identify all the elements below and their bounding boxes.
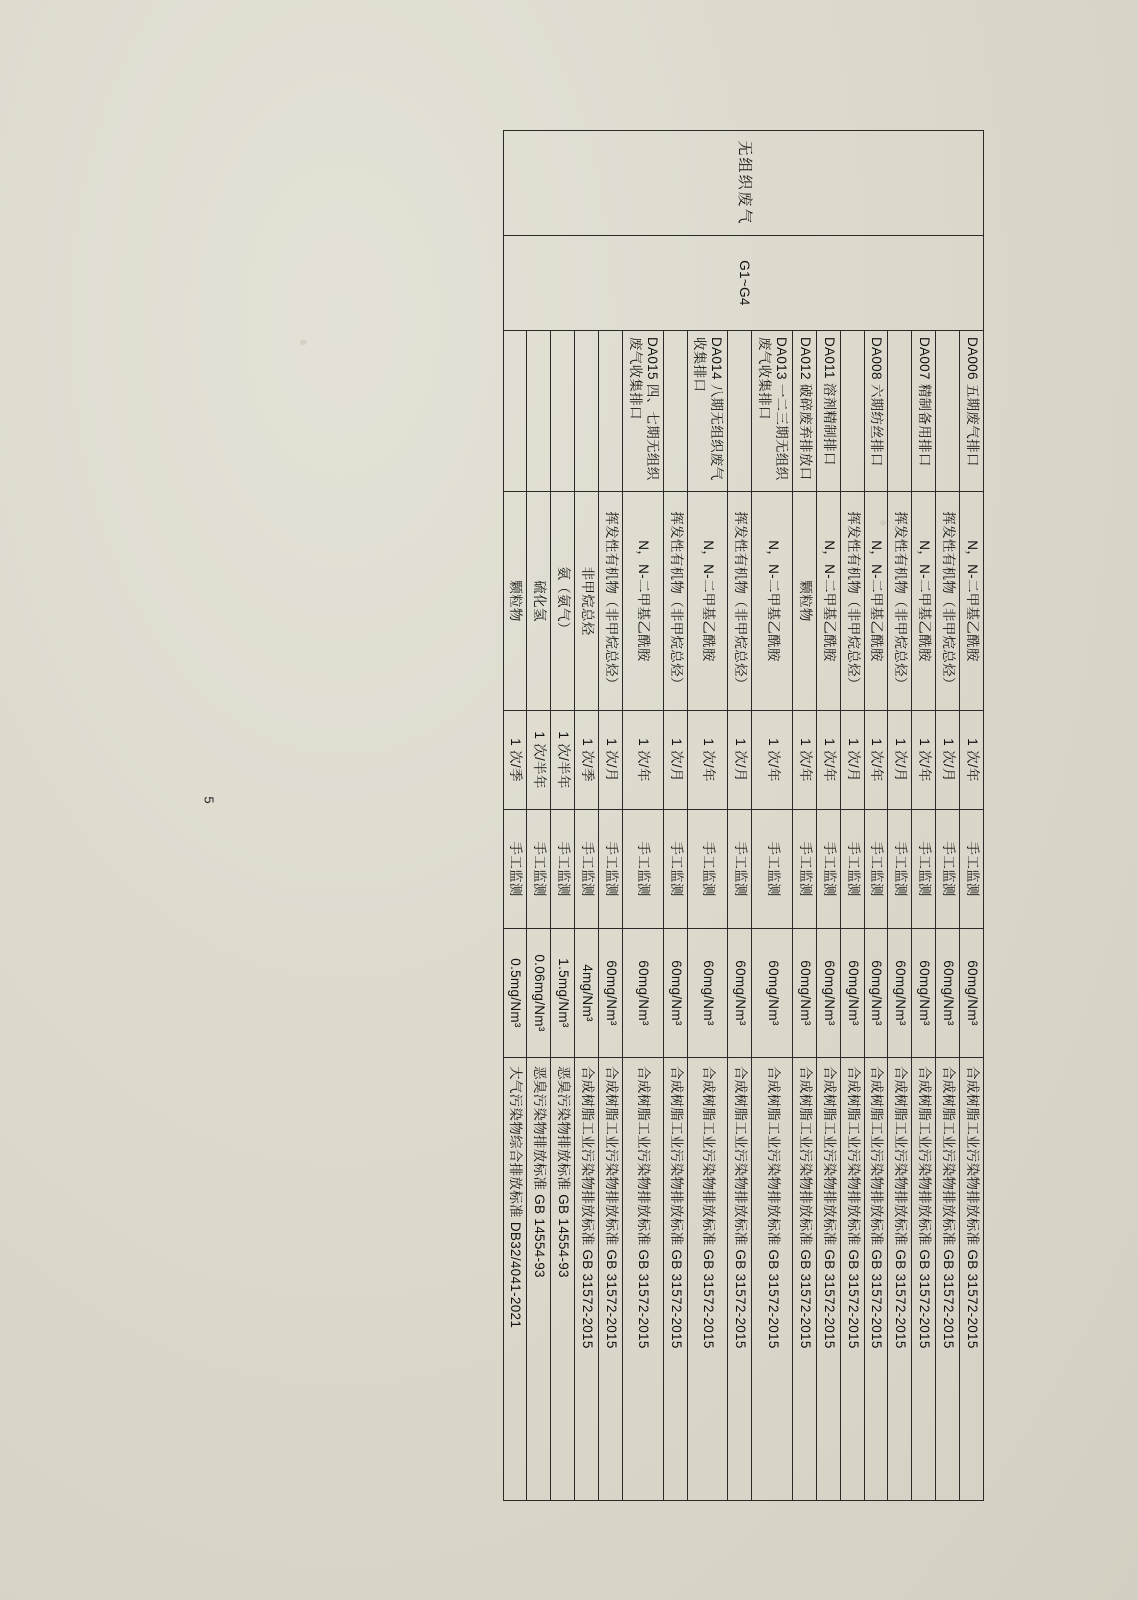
cell-pollutant: 挥发性有机物（非甲烷总烃） — [888, 492, 912, 711]
cell-frequency: 1 次/年 — [623, 711, 664, 810]
cell-method: 手工监测 — [793, 810, 817, 929]
cell-standard: 合成树脂工业污染物排放标准 GB 31572-2015 — [663, 1058, 687, 1501]
cell-standard: 合成树脂工业污染物排放标准 GB 31572-2015 — [687, 1058, 728, 1501]
cell-source: DA011 溶剂精制排口 — [816, 331, 840, 492]
cell-pollutant: N，N-二甲基乙酰胺 — [623, 492, 664, 711]
cell-method: 手工监测 — [623, 810, 664, 929]
cell-standard: 合成树脂工业污染物排放标准 GB 31572-2015 — [752, 1058, 793, 1501]
cell-source — [840, 331, 864, 492]
cell-method: 手工监测 — [864, 810, 888, 929]
group-label: 无组织废气 — [503, 131, 983, 236]
cell-method: 手工监测 — [687, 810, 728, 929]
cell-method: 手工监测 — [527, 810, 551, 929]
cell-limit: 1.5mg/Nm³ — [551, 929, 575, 1058]
cell-pollutant: 挥发性有机物（非甲烷总烃） — [936, 492, 960, 711]
cell-method: 手工监测 — [816, 810, 840, 929]
cell-frequency: 1 次/季 — [575, 711, 599, 810]
cell-source — [663, 331, 687, 492]
cell-source: DA006 五期废气排口 — [960, 331, 984, 492]
cell-frequency: 1 次/年 — [816, 711, 840, 810]
cell-standard: 合成树脂工业污染物排放标准 GB 31572-2015 — [936, 1058, 960, 1501]
cell-pollutant: N，N-二甲基乙酰胺 — [960, 492, 984, 711]
table-row — [575, 131, 599, 1501]
monitoring-plan-table — [503, 130, 984, 1501]
cell-method: 手工监测 — [551, 810, 575, 929]
cell-standard: 合成树脂工业污染物排放标准 GB 31572-2015 — [599, 1058, 623, 1501]
cell-source: DA007 精制备用排口 — [912, 331, 936, 492]
cell-method: 手工监测 — [663, 810, 687, 929]
cell-pollutant: N，N-二甲基乙酰胺 — [864, 492, 888, 711]
cell-limit: 60mg/Nm³ — [888, 929, 912, 1058]
table-row — [888, 131, 912, 1501]
cell-limit: 0.5mg/Nm³ — [503, 929, 527, 1058]
cell-standard: 恶臭污染物排放标准 GB 14554-93 — [527, 1058, 551, 1501]
cell-limit: 60mg/Nm³ — [816, 929, 840, 1058]
cell-source: DA015 四、七期无组织废气收集排口 — [623, 331, 664, 492]
cell-pollutant: 挥发性有机物（非甲烷总烃） — [663, 492, 687, 711]
cell-frequency: 1 次/月 — [728, 711, 752, 810]
cell-source — [728, 331, 752, 492]
cell-frequency: 1 次/季 — [503, 711, 527, 810]
cell-limit: 60mg/Nm³ — [840, 929, 864, 1058]
cell-method: 手工监测 — [503, 810, 527, 929]
cell-limit: 60mg/Nm³ — [687, 929, 728, 1058]
cell-standard: 恶臭污染物排放标准 GB 14554-93 — [551, 1058, 575, 1501]
page-number: 5 — [201, 796, 217, 804]
cell-pollutant: 硫化氢 — [527, 492, 551, 711]
cell-pollutant: 挥发性有机物（非甲烷总烃） — [599, 492, 623, 711]
table-row — [752, 131, 793, 1501]
cell-standard: 合成树脂工业污染物排放标准 GB 31572-2015 — [864, 1058, 888, 1501]
cell-standard: 合成树脂工业污染物排放标准 GB 31572-2015 — [728, 1058, 752, 1501]
cell-limit: 0.06mg/Nm³ — [527, 929, 551, 1058]
cell-source — [936, 331, 960, 492]
table-row — [816, 131, 840, 1501]
cell-method: 手工监测 — [599, 810, 623, 929]
group-code: G1~G4 — [503, 236, 983, 331]
table-row — [503, 131, 527, 1501]
table-row — [728, 131, 752, 1501]
table-row — [793, 131, 817, 1501]
cell-pollutant: 颗粒物 — [793, 492, 817, 711]
cell-pollutant: 挥发性有机物（非甲烷总烃） — [840, 492, 864, 711]
cell-source: DA008 六期纺丝排口 — [864, 331, 888, 492]
cell-frequency: 1 次/年 — [687, 711, 728, 810]
cell-source — [599, 331, 623, 492]
cell-frequency: 1 次/月 — [840, 711, 864, 810]
cell-source: DA013 一二三期无组织废气收集排口 — [752, 331, 793, 492]
cell-standard: 合成树脂工业污染物排放标准 GB 31572-2015 — [912, 1058, 936, 1501]
cell-pollutant: N，N-二甲基乙酰胺 — [752, 492, 793, 711]
table-row — [687, 131, 728, 1501]
table-row — [527, 131, 551, 1501]
cell-source — [575, 331, 599, 492]
cell-limit: 60mg/Nm³ — [936, 929, 960, 1058]
table-row — [551, 131, 575, 1501]
cell-frequency: 1 次/月 — [888, 711, 912, 810]
cell-standard: 合成树脂工业污染物排放标准 GB 31572-2015 — [888, 1058, 912, 1501]
cell-standard: 合成树脂工业污染物排放标准 GB 31572-2015 — [793, 1058, 817, 1501]
cell-standard: 合成树脂工业污染物排放标准 GB 31572-2015 — [840, 1058, 864, 1501]
cell-limit: 60mg/Nm³ — [599, 929, 623, 1058]
table-row — [840, 131, 864, 1501]
cell-limit: 60mg/Nm³ — [728, 929, 752, 1058]
cell-frequency: 1 次/年 — [912, 711, 936, 810]
cell-standard: 大气污染物综合排放标准 DB32/4041-2021 — [503, 1058, 527, 1501]
cell-pollutant: 颗粒物 — [503, 492, 527, 711]
cell-frequency: 1 次/月 — [663, 711, 687, 810]
table-row — [623, 131, 664, 1501]
table-row — [960, 131, 984, 1501]
cell-frequency: 1 次/月 — [936, 711, 960, 810]
cell-frequency: 1 次/半年 — [527, 711, 551, 810]
table-row — [599, 131, 623, 1501]
cell-source: DA014 八期无组织废气收集排口 — [687, 331, 728, 492]
table-row — [864, 131, 888, 1501]
cell-method: 手工监测 — [936, 810, 960, 929]
cell-method: 手工监测 — [888, 810, 912, 929]
cell-method: 手工监测 — [575, 810, 599, 929]
cell-method: 手工监测 — [960, 810, 984, 929]
cell-standard: 合成树脂工业污染物排放标准 GB 31572-2015 — [575, 1058, 599, 1501]
cell-method: 手工监测 — [840, 810, 864, 929]
cell-source — [503, 331, 527, 492]
cell-source: DA012 破碎废弃排放口 — [793, 331, 817, 492]
cell-pollutant: N，N-二甲基乙酰胺 — [687, 492, 728, 711]
cell-frequency: 1 次/年 — [960, 711, 984, 810]
cell-limit: 60mg/Nm³ — [793, 929, 817, 1058]
cell-pollutant: 非甲烷总烃 — [575, 492, 599, 711]
cell-limit: 60mg/Nm³ — [960, 929, 984, 1058]
cell-method: 手工监测 — [728, 810, 752, 929]
cell-source — [551, 331, 575, 492]
cell-source — [527, 331, 551, 492]
cell-frequency: 1 次/半年 — [551, 711, 575, 810]
cell-standard: 合成树脂工业污染物排放标准 GB 31572-2015 — [623, 1058, 664, 1501]
cell-frequency: 1 次/年 — [752, 711, 793, 810]
rotated-table-frame — [154, 130, 984, 1470]
cell-pollutant: 氨（氨气） — [551, 492, 575, 711]
cell-pollutant: N，N-二甲基乙酰胺 — [816, 492, 840, 711]
cell-pollutant: 挥发性有机物（非甲烷总烃） — [728, 492, 752, 711]
cell-frequency: 1 次/年 — [793, 711, 817, 810]
cell-method: 手工监测 — [912, 810, 936, 929]
cell-limit: 60mg/Nm³ — [752, 929, 793, 1058]
cell-standard: 合成树脂工业污染物排放标准 GB 31572-2015 — [960, 1058, 984, 1501]
table-row — [663, 131, 687, 1501]
cell-limit: 60mg/Nm³ — [912, 929, 936, 1058]
cell-frequency: 1 次/月 — [599, 711, 623, 810]
cell-frequency: 1 次/年 — [864, 711, 888, 810]
cell-limit: 60mg/Nm³ — [663, 929, 687, 1058]
cell-limit: 4mg/Nm³ — [575, 929, 599, 1058]
cell-source — [888, 331, 912, 492]
cell-method: 手工监测 — [752, 810, 793, 929]
table-row — [936, 131, 960, 1501]
cell-standard: 合成树脂工业污染物排放标准 GB 31572-2015 — [816, 1058, 840, 1501]
cell-pollutant: N，N-二甲基乙酰胺 — [912, 492, 936, 711]
cell-limit: 60mg/Nm³ — [864, 929, 888, 1058]
table-row — [912, 131, 936, 1501]
cell-limit: 60mg/Nm³ — [623, 929, 664, 1058]
